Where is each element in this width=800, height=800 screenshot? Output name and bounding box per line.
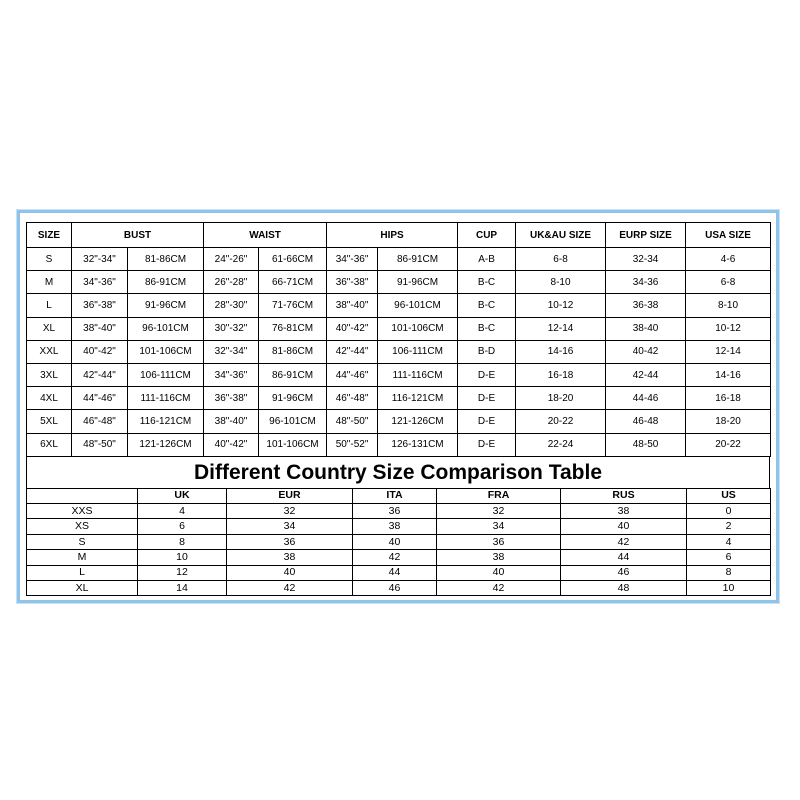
header-hips: HIPS bbox=[327, 223, 458, 248]
comparison-cell: 42 bbox=[353, 550, 437, 565]
cell-bust-in: 38"-40" bbox=[72, 317, 128, 340]
cell-usa: 14-16 bbox=[686, 363, 771, 386]
header-cup: CUP bbox=[458, 223, 516, 248]
comparison-header-row bbox=[27, 488, 771, 503]
table-row bbox=[27, 340, 771, 363]
size-table-header-row bbox=[27, 223, 771, 248]
cell-waist-cm: 76-81CM bbox=[259, 317, 327, 340]
cell-hips-in: 42"-44" bbox=[327, 340, 378, 363]
comparison-cell: XXS bbox=[27, 504, 138, 519]
comparison-cell: 40 bbox=[437, 565, 561, 580]
table-row bbox=[27, 433, 771, 456]
table-row bbox=[27, 504, 771, 519]
comparison-cell: 44 bbox=[561, 550, 687, 565]
comparison-cell: 6 bbox=[138, 519, 227, 534]
cell-size: XL bbox=[27, 317, 72, 340]
comparison-table bbox=[26, 488, 771, 597]
comparison-cell: 34 bbox=[227, 519, 353, 534]
comparison-cell: XL bbox=[27, 581, 138, 596]
cell-usa: 10-12 bbox=[686, 317, 771, 340]
comparison-table-body bbox=[27, 504, 771, 596]
cell-waist-in: 32"-34" bbox=[204, 340, 259, 363]
cell-waist-cm: 86-91CM bbox=[259, 363, 327, 386]
cell-hips-in: 38"-40" bbox=[327, 294, 378, 317]
comparison-cell: 0 bbox=[687, 504, 771, 519]
cell-eurp: 48-50 bbox=[606, 433, 686, 456]
cell-bust-cm: 96-101CM bbox=[128, 317, 204, 340]
cell-bust-in: 32"-34" bbox=[72, 248, 128, 271]
comparison-cell: 38 bbox=[561, 504, 687, 519]
comparison-header-cell: EUR bbox=[227, 488, 353, 503]
cell-usa: 4-6 bbox=[686, 248, 771, 271]
cell-eurp: 34-36 bbox=[606, 271, 686, 294]
comparison-cell: XS bbox=[27, 519, 138, 534]
table-row bbox=[27, 550, 771, 565]
comparison-cell: 8 bbox=[687, 565, 771, 580]
comparison-cell: 12 bbox=[138, 565, 227, 580]
cell-hips-in: 44"-46" bbox=[327, 363, 378, 386]
comparison-header-cell: ITA bbox=[353, 488, 437, 503]
cell-hips-in: 48"-50" bbox=[327, 410, 378, 433]
cell-bust-in: 34"-36" bbox=[72, 271, 128, 294]
comparison-cell: 6 bbox=[687, 550, 771, 565]
comparison-header-cell bbox=[27, 488, 138, 503]
header-ukau: UK&AU SIZE bbox=[516, 223, 606, 248]
comparison-cell: 38 bbox=[353, 519, 437, 534]
cell-hips-cm: 121-126CM bbox=[378, 410, 458, 433]
cell-cup: B-C bbox=[458, 271, 516, 294]
cell-waist-in: 24"-26" bbox=[204, 248, 259, 271]
cell-hips-in: 34"-36" bbox=[327, 248, 378, 271]
cell-waist-cm: 96-101CM bbox=[259, 410, 327, 433]
comparison-cell: 46 bbox=[561, 565, 687, 580]
cell-waist-in: 40"-42" bbox=[204, 433, 259, 456]
cell-bust-in: 40"-42" bbox=[72, 340, 128, 363]
cell-usa: 18-20 bbox=[686, 410, 771, 433]
cell-ukau: 10-12 bbox=[516, 294, 606, 317]
cell-bust-cm: 101-106CM bbox=[128, 340, 204, 363]
cell-ukau: 16-18 bbox=[516, 363, 606, 386]
cell-bust-in: 48"-50" bbox=[72, 433, 128, 456]
cell-bust-cm: 121-126CM bbox=[128, 433, 204, 456]
cell-size: 5XL bbox=[27, 410, 72, 433]
cell-eurp: 36-38 bbox=[606, 294, 686, 317]
comparison-cell: 38 bbox=[437, 550, 561, 565]
cell-bust-in: 46"-48" bbox=[72, 410, 128, 433]
cell-waist-in: 34"-36" bbox=[204, 363, 259, 386]
header-waist: WAIST bbox=[204, 223, 327, 248]
size-chart-frame bbox=[17, 210, 779, 603]
comparison-header-cell: UK bbox=[138, 488, 227, 503]
cell-ukau: 14-16 bbox=[516, 340, 606, 363]
cell-waist-in: 36"-38" bbox=[204, 387, 259, 410]
cell-hips-in: 40"-42" bbox=[327, 317, 378, 340]
comparison-cell: 8 bbox=[138, 534, 227, 549]
table-row bbox=[27, 363, 771, 386]
cell-bust-cm: 111-116CM bbox=[128, 387, 204, 410]
cell-hips-in: 50"-52" bbox=[327, 433, 378, 456]
table-row bbox=[27, 387, 771, 410]
cell-usa: 8-10 bbox=[686, 294, 771, 317]
table-row bbox=[27, 294, 771, 317]
cell-eurp: 46-48 bbox=[606, 410, 686, 433]
cell-eurp: 44-46 bbox=[606, 387, 686, 410]
header-usa: USA SIZE bbox=[686, 223, 771, 248]
comparison-header-cell: FRA bbox=[437, 488, 561, 503]
header-bust: BUST bbox=[72, 223, 204, 248]
comparison-cell: 40 bbox=[353, 534, 437, 549]
cell-ukau: 22-24 bbox=[516, 433, 606, 456]
cell-waist-cm: 91-96CM bbox=[259, 387, 327, 410]
header-eurp: EURP SIZE bbox=[606, 223, 686, 248]
cell-ukau: 12-14 bbox=[516, 317, 606, 340]
comparison-cell: S bbox=[27, 534, 138, 549]
cell-eurp: 42-44 bbox=[606, 363, 686, 386]
comparison-cell: 10 bbox=[138, 550, 227, 565]
cell-size: M bbox=[27, 271, 72, 294]
cell-eurp: 32-34 bbox=[606, 248, 686, 271]
comparison-cell: M bbox=[27, 550, 138, 565]
cell-bust-cm: 86-91CM bbox=[128, 271, 204, 294]
cell-waist-cm: 81-86CM bbox=[259, 340, 327, 363]
cell-eurp: 40-42 bbox=[606, 340, 686, 363]
cell-usa: 6-8 bbox=[686, 271, 771, 294]
cell-cup: D-E bbox=[458, 433, 516, 456]
cell-bust-in: 42"-44" bbox=[72, 363, 128, 386]
cell-waist-cm: 66-71CM bbox=[259, 271, 327, 294]
cell-cup: B-C bbox=[458, 317, 516, 340]
table-row bbox=[27, 271, 771, 294]
comparison-cell: 10 bbox=[687, 581, 771, 596]
cell-size: 3XL bbox=[27, 363, 72, 386]
table-row bbox=[27, 317, 771, 340]
cell-cup: B-C bbox=[458, 294, 516, 317]
cell-hips-cm: 96-101CM bbox=[378, 294, 458, 317]
comparison-cell: 36 bbox=[227, 534, 353, 549]
cell-waist-in: 26"-28" bbox=[204, 271, 259, 294]
comparison-cell: 4 bbox=[687, 534, 771, 549]
comparison-cell: 34 bbox=[437, 519, 561, 534]
cell-waist-cm: 61-66CM bbox=[259, 248, 327, 271]
cell-usa: 16-18 bbox=[686, 387, 771, 410]
cell-usa: 12-14 bbox=[686, 340, 771, 363]
cell-size: XXL bbox=[27, 340, 72, 363]
cell-waist-cm: 71-76CM bbox=[259, 294, 327, 317]
cell-size: S bbox=[27, 248, 72, 271]
table-row bbox=[27, 410, 771, 433]
comparison-cell: 36 bbox=[437, 534, 561, 549]
cell-hips-cm: 116-121CM bbox=[378, 387, 458, 410]
cell-hips-cm: 126-131CM bbox=[378, 433, 458, 456]
cell-hips-cm: 86-91CM bbox=[378, 248, 458, 271]
cell-bust-cm: 116-121CM bbox=[128, 410, 204, 433]
cell-cup: D-E bbox=[458, 410, 516, 433]
table-row bbox=[27, 565, 771, 580]
comparison-cell: 48 bbox=[561, 581, 687, 596]
cell-size: L bbox=[27, 294, 72, 317]
comparison-title: Different Country Size Comparison Table bbox=[26, 457, 770, 488]
cell-ukau: 20-22 bbox=[516, 410, 606, 433]
comparison-cell: 42 bbox=[437, 581, 561, 596]
cell-ukau: 6-8 bbox=[516, 248, 606, 271]
cell-waist-cm: 101-106CM bbox=[259, 433, 327, 456]
cell-cup: B-D bbox=[458, 340, 516, 363]
cell-bust-cm: 91-96CM bbox=[128, 294, 204, 317]
comparison-cell: 46 bbox=[353, 581, 437, 596]
cell-hips-in: 46"-48" bbox=[327, 387, 378, 410]
cell-size: 6XL bbox=[27, 433, 72, 456]
cell-usa: 20-22 bbox=[686, 433, 771, 456]
cell-hips-cm: 111-116CM bbox=[378, 363, 458, 386]
comparison-cell: 42 bbox=[561, 534, 687, 549]
cell-cup: D-E bbox=[458, 387, 516, 410]
comparison-cell: 32 bbox=[227, 504, 353, 519]
comparison-cell: 40 bbox=[561, 519, 687, 534]
comparison-cell: 40 bbox=[227, 565, 353, 580]
table-row bbox=[27, 248, 771, 271]
comparison-cell: 2 bbox=[687, 519, 771, 534]
comparison-cell: 4 bbox=[138, 504, 227, 519]
cell-size: 4XL bbox=[27, 387, 72, 410]
cell-waist-in: 30"-32" bbox=[204, 317, 259, 340]
size-chart-content bbox=[26, 222, 770, 596]
table-row bbox=[27, 581, 771, 596]
comparison-cell: 36 bbox=[353, 504, 437, 519]
cell-bust-cm: 81-86CM bbox=[128, 248, 204, 271]
table-row bbox=[27, 534, 771, 549]
cell-hips-cm: 101-106CM bbox=[378, 317, 458, 340]
cell-cup: A-B bbox=[458, 248, 516, 271]
size-table bbox=[26, 222, 771, 457]
cell-waist-in: 38"-40" bbox=[204, 410, 259, 433]
comparison-cell: 42 bbox=[227, 581, 353, 596]
comparison-header-cell: RUS bbox=[561, 488, 687, 503]
comparison-cell: 32 bbox=[437, 504, 561, 519]
size-table-body bbox=[27, 248, 771, 457]
cell-bust-cm: 106-111CM bbox=[128, 363, 204, 386]
table-row bbox=[27, 519, 771, 534]
comparison-cell: L bbox=[27, 565, 138, 580]
cell-hips-in: 36"-38" bbox=[327, 271, 378, 294]
cell-hips-cm: 91-96CM bbox=[378, 271, 458, 294]
comparison-header-cell: US bbox=[687, 488, 771, 503]
cell-hips-cm: 106-111CM bbox=[378, 340, 458, 363]
comparison-cell: 44 bbox=[353, 565, 437, 580]
cell-bust-in: 36"-38" bbox=[72, 294, 128, 317]
comparison-cell: 14 bbox=[138, 581, 227, 596]
cell-ukau: 8-10 bbox=[516, 271, 606, 294]
cell-cup: D-E bbox=[458, 363, 516, 386]
comparison-cell: 38 bbox=[227, 550, 353, 565]
cell-eurp: 38-40 bbox=[606, 317, 686, 340]
cell-bust-in: 44"-46" bbox=[72, 387, 128, 410]
header-size: SIZE bbox=[27, 223, 72, 248]
cell-waist-in: 28"-30" bbox=[204, 294, 259, 317]
cell-ukau: 18-20 bbox=[516, 387, 606, 410]
